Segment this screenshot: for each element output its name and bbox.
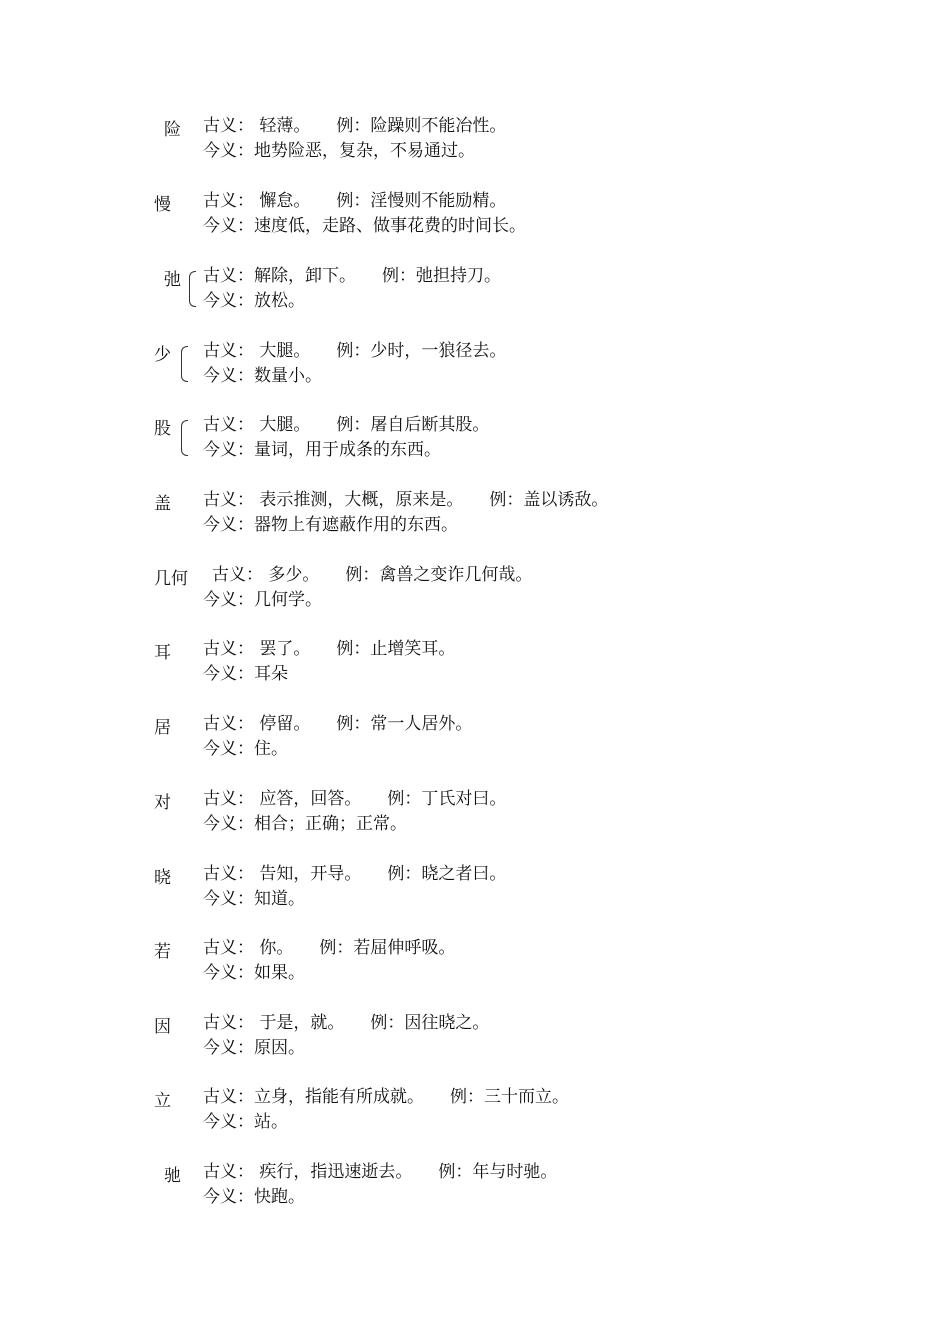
example: 例：三十而立。 xyxy=(450,1087,569,1107)
ancient-meaning-line xyxy=(203,638,455,660)
modern-meaning: 今义：几何学。 xyxy=(203,590,322,610)
entry-chi2 xyxy=(0,1161,950,1217)
modern-meaning: 今义：地势险恶，复杂，不易通过。 xyxy=(203,141,475,161)
entry-word: 慢 xyxy=(154,195,171,215)
ancient-meaning-line xyxy=(203,489,608,511)
modern-meaning: 今义：器物上有遮蔽作用的东西。 xyxy=(203,515,458,535)
example: 例：险躁则不能冶性。 xyxy=(336,116,507,136)
entry-gai xyxy=(0,489,950,545)
entry-word: 险 xyxy=(164,120,181,140)
modern-meaning: 今义：站。 xyxy=(203,1112,288,1132)
ancient-meaning: 古义： 大腿。 xyxy=(203,341,311,361)
example: 例：淫慢则不能励精。 xyxy=(336,191,507,211)
entry-word: 若 xyxy=(154,942,171,962)
ancient-meaning: 古义： 停留。 xyxy=(203,714,311,734)
example: 例：少时，一狼径去。 xyxy=(336,341,507,361)
example: 例：年与时驰。 xyxy=(438,1162,558,1182)
example: 例：止增笑耳。 xyxy=(336,639,456,659)
modern-meaning: 今义：住。 xyxy=(203,739,288,759)
entry-xian xyxy=(0,115,950,171)
ancient-meaning: 古义： 应答，回答。 xyxy=(203,789,362,809)
entry-xiao xyxy=(0,863,950,919)
ancient-meaning-line xyxy=(203,788,506,810)
entry-word: 盖 xyxy=(154,494,171,514)
brace-mark xyxy=(181,346,188,382)
ancient-meaning-line xyxy=(203,1161,557,1183)
ancient-meaning: 古义： 表示推测，大概，原来是。 xyxy=(203,490,464,510)
example: 例：禽兽之变诈几何哉。 xyxy=(345,565,533,585)
entry-word: 居 xyxy=(154,718,171,738)
modern-meaning: 今义：数量小。 xyxy=(203,366,322,386)
entry-ju xyxy=(0,713,950,769)
ancient-meaning: 古义： 疾行，指迅速逝去。 xyxy=(203,1162,413,1182)
ancient-meaning: 古义： 于是，就。 xyxy=(203,1013,345,1033)
entry-gu xyxy=(0,414,950,470)
entry-yin xyxy=(0,1012,950,1068)
example: 例：丁氏对曰。 xyxy=(387,789,507,809)
ancient-meaning: 古义： 罢了。 xyxy=(203,639,311,659)
ancient-meaning: 古义：立身，指能有所成就。 xyxy=(203,1087,424,1107)
entry-word: 驰 xyxy=(164,1166,181,1186)
ancient-meaning: 古义： 多少。 xyxy=(212,565,320,585)
entry-chi xyxy=(0,265,950,321)
modern-meaning: 今义：原因。 xyxy=(203,1038,305,1058)
modern-meaning: 今义：相合；正确；正常。 xyxy=(203,814,407,834)
modern-meaning: 今义：速度低，走路、做事花费的时间长。 xyxy=(203,216,526,236)
example: 例：弛担持刀。 xyxy=(382,266,501,286)
ancient-meaning-line xyxy=(203,265,501,287)
ancient-meaning-line xyxy=(212,564,532,586)
modern-meaning: 今义：如果。 xyxy=(203,963,305,983)
entry-word: 股 xyxy=(154,419,171,439)
entry-word: 因 xyxy=(154,1017,171,1037)
example: 例：盖以诱敌。 xyxy=(489,490,609,510)
entry-shao xyxy=(0,340,950,396)
entry-er xyxy=(0,638,950,694)
ancient-meaning: 古义： 懈怠。 xyxy=(203,191,311,211)
entry-li xyxy=(0,1086,950,1142)
ancient-meaning: 古义： 告知，开导。 xyxy=(203,864,362,884)
ancient-meaning: 古义：解除，卸下。 xyxy=(203,266,356,286)
entry-word: 几何 xyxy=(154,569,188,589)
brace-mark xyxy=(189,271,196,307)
entry-dui xyxy=(0,788,950,844)
example: 例：若屈伸呼吸。 xyxy=(319,938,456,958)
modern-meaning: 今义：放松。 xyxy=(203,291,305,311)
example: 例：常一人居外。 xyxy=(336,714,473,734)
entry-word: 弛 xyxy=(164,270,181,290)
ancient-meaning-line xyxy=(203,713,472,735)
ancient-meaning-line xyxy=(203,340,506,362)
modern-meaning: 今义：耳朵 xyxy=(203,664,288,684)
modern-meaning: 今义：快跑。 xyxy=(203,1187,305,1207)
example: 例：晓之者曰。 xyxy=(387,864,507,884)
entry-word: 对 xyxy=(154,793,171,813)
entry-word: 少 xyxy=(154,345,171,365)
ancient-meaning: 古义： 你。 xyxy=(203,938,294,958)
entry-ruo xyxy=(0,937,950,993)
brace-mark xyxy=(181,420,188,456)
ancient-meaning-line xyxy=(203,1012,489,1034)
example: 例：屠自后断其股。 xyxy=(336,415,490,435)
example: 例：因往晓之。 xyxy=(370,1013,490,1033)
entry-word: 立 xyxy=(154,1091,171,1111)
ancient-meaning-line xyxy=(203,1086,569,1108)
entry-man xyxy=(0,190,950,246)
ancient-meaning-line xyxy=(203,414,489,436)
entry-jihe xyxy=(0,564,950,620)
modern-meaning: 今义：知道。 xyxy=(203,889,305,909)
ancient-meaning: 古义： 轻薄。 xyxy=(203,116,311,136)
modern-meaning: 今义：量词，用于成条的东西。 xyxy=(203,440,441,460)
ancient-meaning-line xyxy=(203,863,506,885)
entry-word: 晓 xyxy=(154,868,171,888)
ancient-meaning-line xyxy=(203,190,506,212)
ancient-meaning: 古义： 大腿。 xyxy=(203,415,311,435)
ancient-meaning-line xyxy=(203,937,455,959)
entry-word: 耳 xyxy=(154,643,171,663)
ancient-meaning-line xyxy=(203,115,506,137)
